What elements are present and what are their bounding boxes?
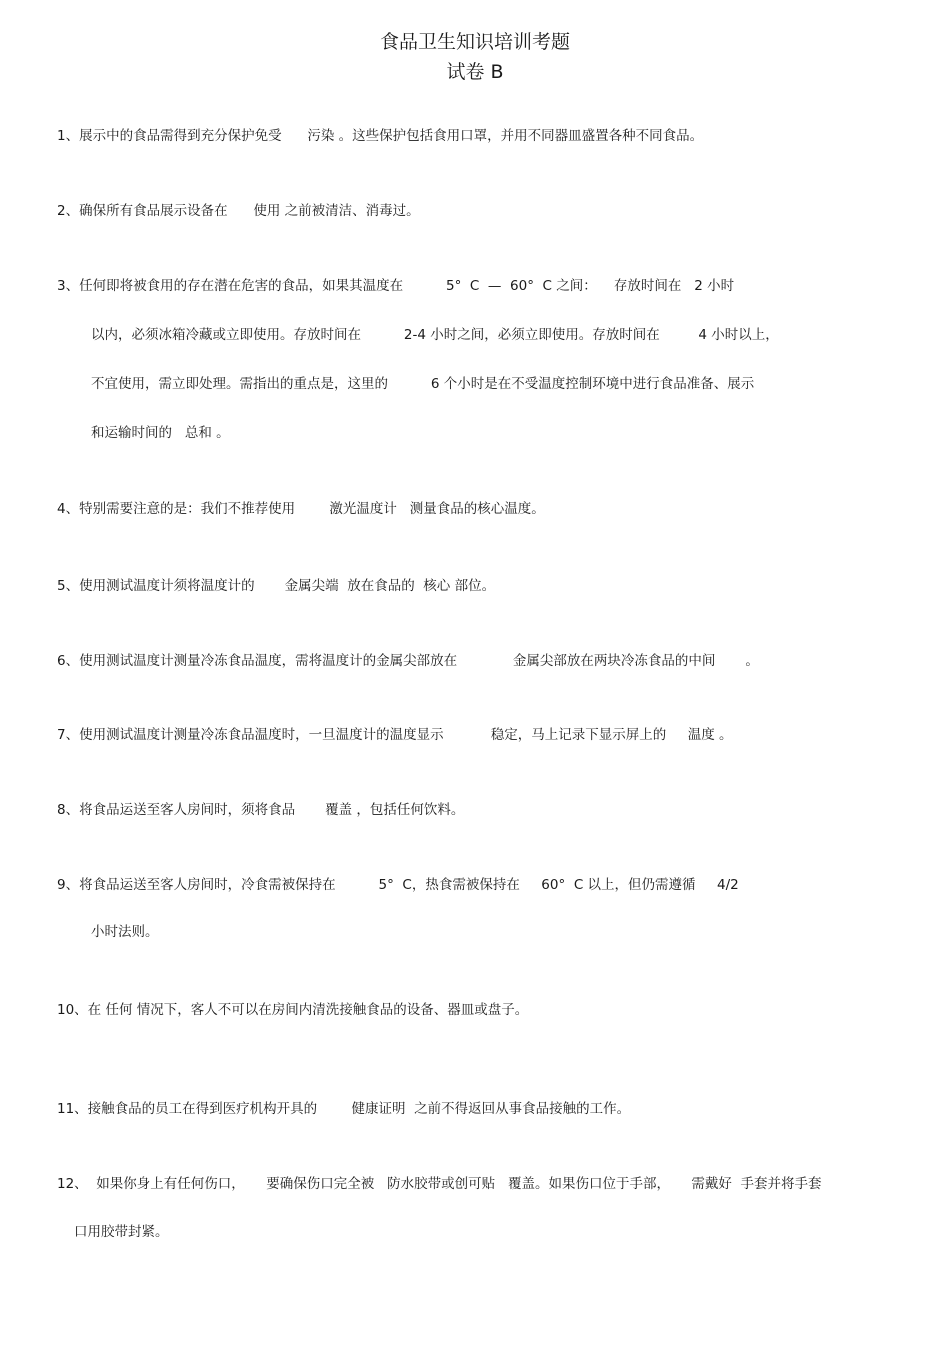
question-12-line-1: 12、 如果你身上有任何伤口， 要确保伤口完全被 防水胶带或创可贴 覆盖。如果伤口位于手部， 需戴好 手套并将手套 <box>57 1176 822 1192</box>
question-3-line-2: 以内，必须冰箱冷藏或立即使用。存放时间在 2-4 小时之间，必须立即使用。存放时间在 4 小时以上， <box>91 327 779 343</box>
question-12-line-2: 口用胶带封紧。 <box>74 1224 169 1240</box>
question-1: 1、展示中的食品需得到充分保护免受 污染 。这些保护包括食用口罩，并用不同器皿盛置各种不同食品。 <box>57 128 704 144</box>
question-3-line-3: 不宜使用，需立即处理。需指出的重点是，这里的 6 个小时是在不受温度控制环境中进行食品准备、展示 <box>91 376 755 392</box>
question-4: 4、特别需要注意的是：我们不推荐使用 激光温度计 测量食品的核心温度。 <box>57 501 545 517</box>
document-title: 食品卫生知识培训考题 <box>379 31 570 53</box>
question-2: 2、确保所有食品展示设备在 使用 之前被清洁、消毒过。 <box>57 203 420 219</box>
question-10: 10、在 任何 情况下，客人不可以在房间内清洗接触食品的设备、器皿或盘子。 <box>57 1002 529 1018</box>
question-9-line-1: 9、将食品运送至客人房间时，冷食需被保持在 5° C，热食需被保持在 60° C 以上，但仍需遵循 4/2 <box>57 877 739 893</box>
question-5: 5、使用测试温度计须将温度计的 金属尖端 放在食品的 核心 部位。 <box>57 578 496 594</box>
question-9-line-2: 小时法则。 <box>91 924 159 940</box>
question-3-line-4: 和运输时间的 总和 。 <box>91 425 230 441</box>
question-3-line-1: 3、任何即将被食用的存在潜在危害的食品，如果其温度在 5° C — 60° C 之间： 存放时间在 2 小时 <box>57 278 735 294</box>
document-subtitle: 试卷 B <box>446 61 504 83</box>
question-7: 7、使用测试温度计测量冷冻食品温度时，一旦温度计的温度显示 稳定，马上记录下显示屏上的 温度 。 <box>57 727 733 743</box>
question-8: 8、将食品运送至客人房间时，须将食品 覆盖 ，包括任何饮料。 <box>57 802 465 818</box>
question-11: 11、接触食品的员工在得到医疗机构开具的 健康证明 之前不得返回从事食品接触的工作。 <box>57 1101 631 1117</box>
question-6: 6、使用测试温度计测量冷冻食品温度，需将温度计的金属尖部放在 金属尖部放在两块冷冻食品的中间 。 <box>57 653 759 669</box>
